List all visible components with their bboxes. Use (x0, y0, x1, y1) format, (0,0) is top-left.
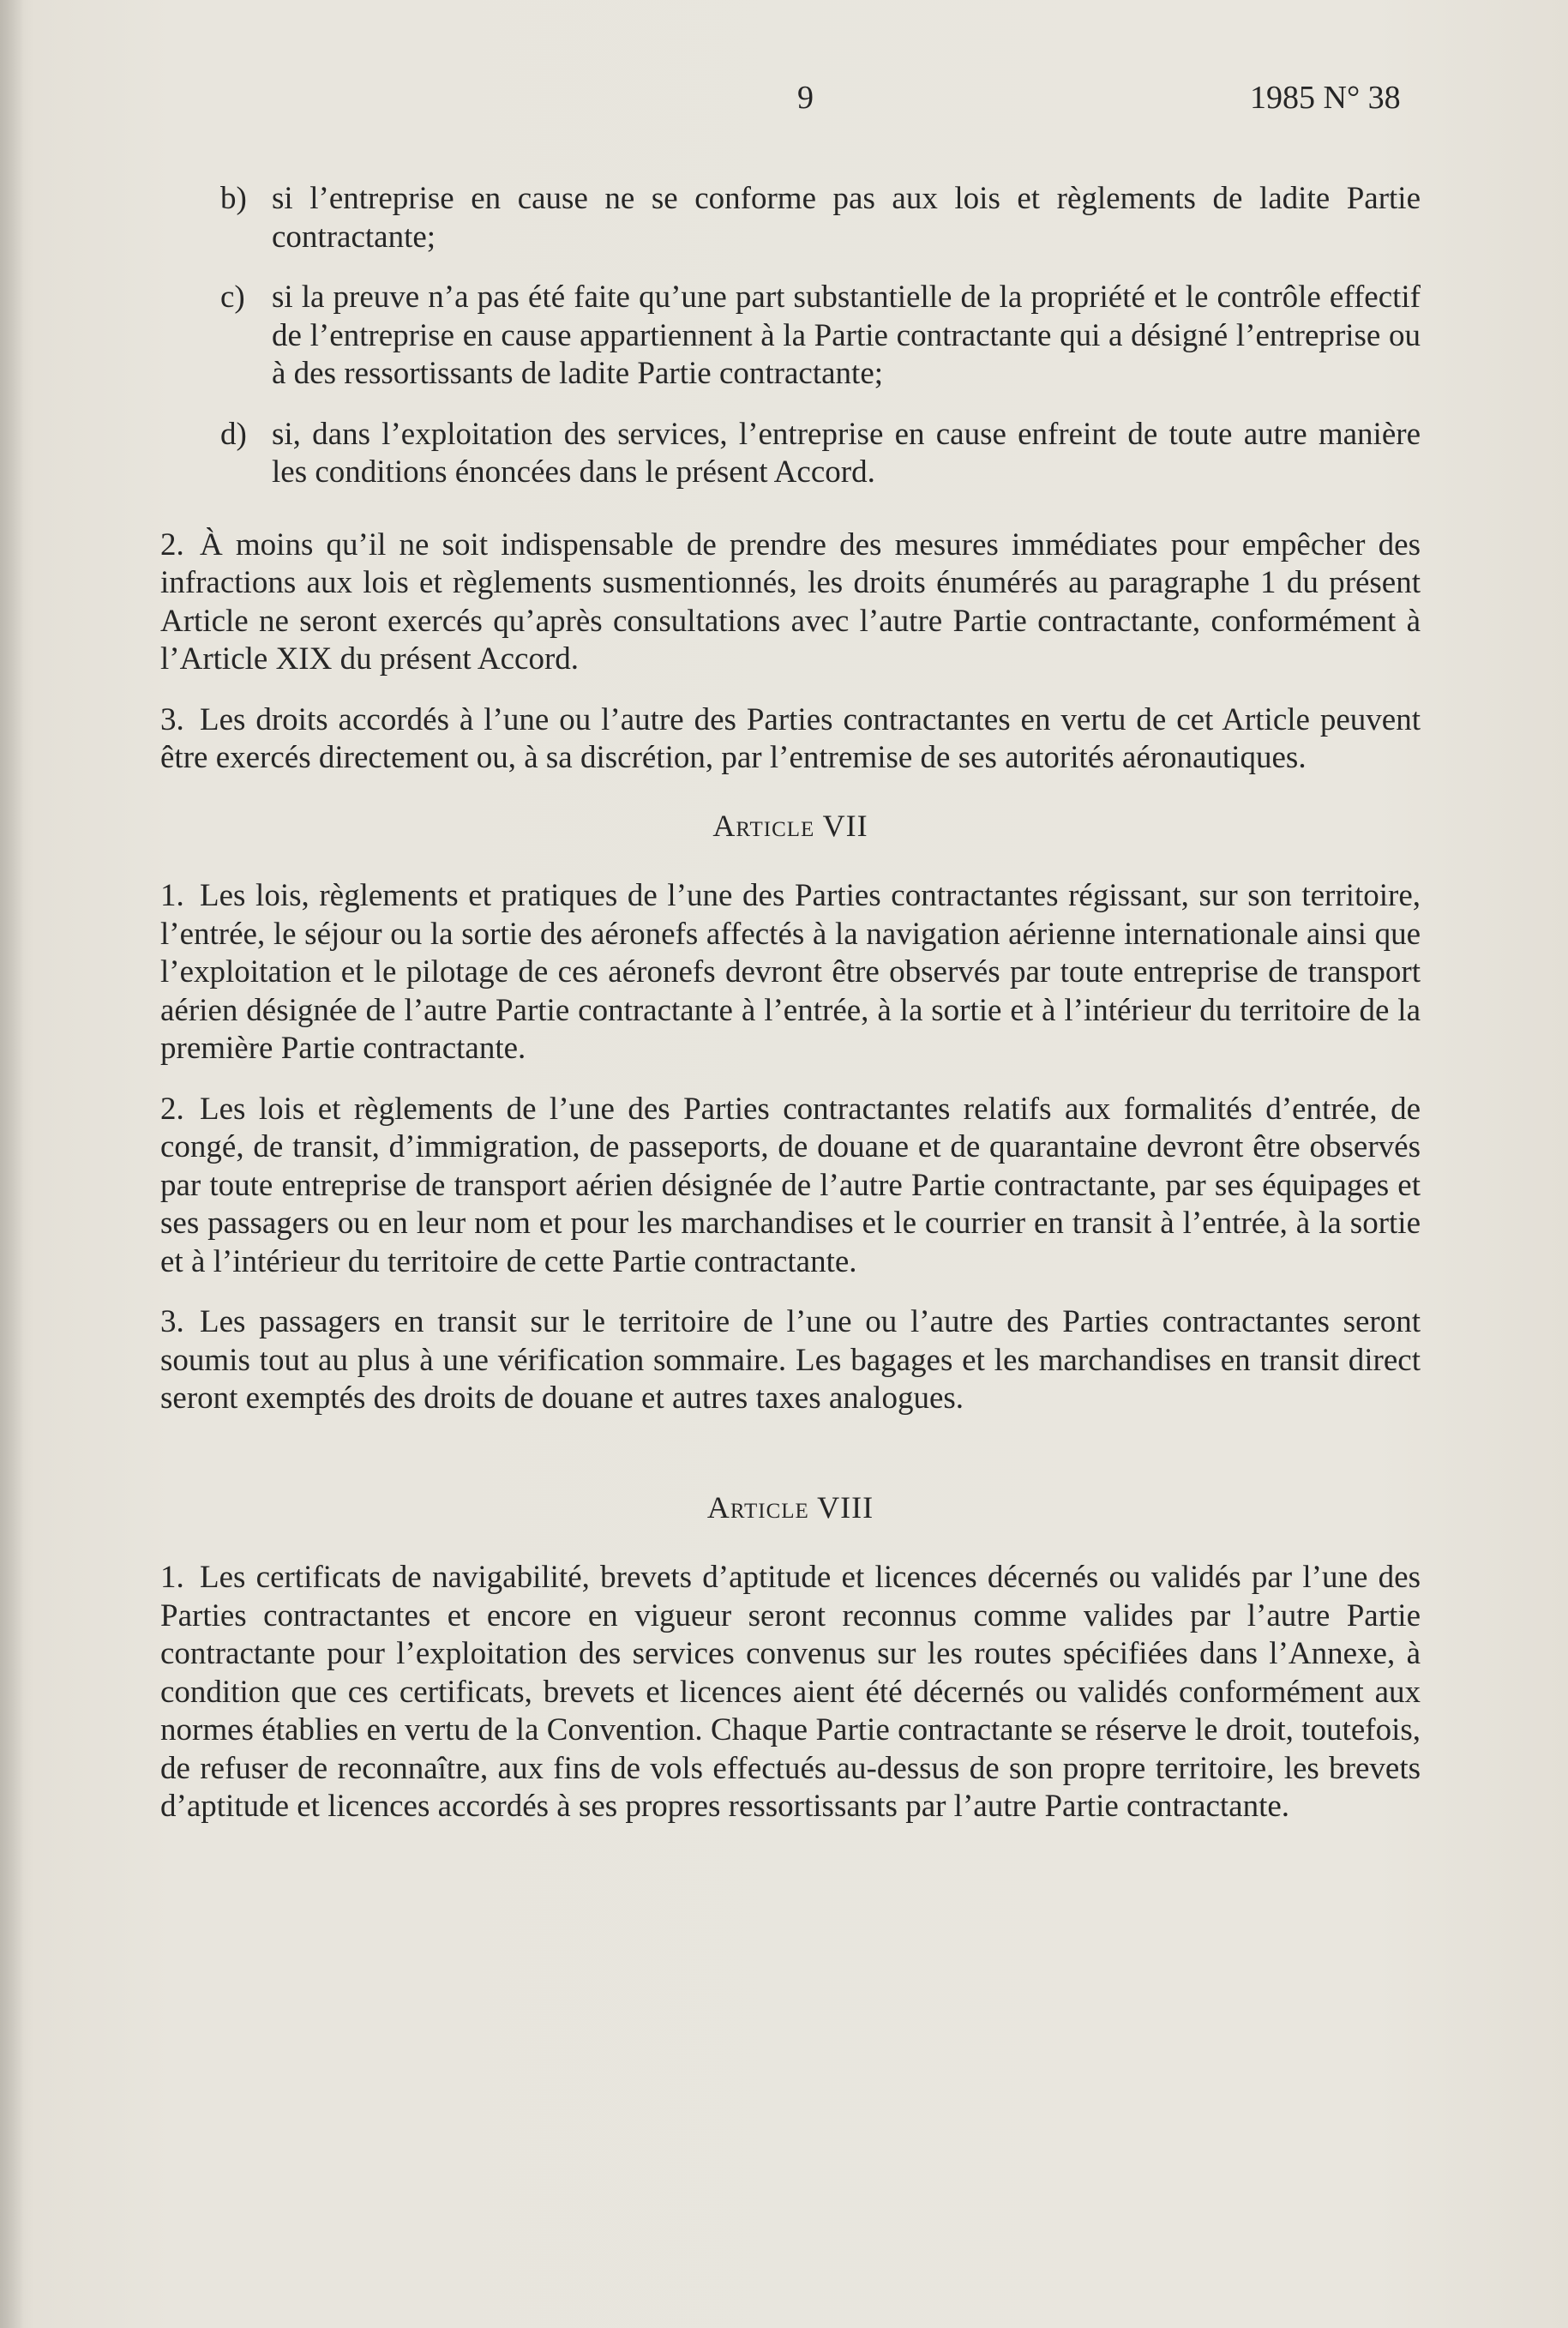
running-header (0, 79, 1568, 122)
list-letter: c) (220, 280, 245, 315)
list-item-b (160, 180, 1421, 256)
article-vii-paragraph-2 (160, 1091, 1421, 1282)
article-vi-paragraph-3 (160, 701, 1421, 778)
paragraph-number: 1. (160, 1560, 184, 1595)
article-vii-paragraph-1 (160, 877, 1421, 1068)
list-item-d (160, 416, 1421, 492)
paragraph-number: 2. (160, 526, 184, 562)
list-text: si, dans l’exploitation des services, l’entreprise en cause enfreint de toute autre manière les conditions énoncées dans le présent Accord. (272, 416, 1421, 490)
year-and-number: 1985 N° 38 (1250, 80, 1401, 116)
paragraph-text: Les lois et règlements de l’une des Parties contractantes relatifs aux formalités d’entrée, de congé, de transit, d’immigration, de passeports, de douane et de quarantaine devront être observés par toute entreprise de transport aérien désignée de l’autre Partie contractante, par ses équipages et ses passagers ou en leur nom et pour les marchandises et le courrier en transit à l’entrée, à la sortie et à l’intérieur du territoire de cette Partie contractante. (160, 1091, 1421, 1279)
article-vii-paragraph-3 (160, 1303, 1421, 1418)
article-vii-heading: Article VII (712, 808, 868, 843)
paragraph-number: 1. (160, 878, 184, 913)
list-letter: d) (220, 416, 247, 452)
article-viii-paragraph-1 (160, 1559, 1421, 1826)
list-item-c (160, 279, 1421, 394)
article-vi-paragraph-2 (160, 526, 1421, 679)
article-viii-heading: Article VIII (706, 1489, 874, 1525)
document-body (160, 180, 1421, 1849)
list-letter: b) (220, 181, 247, 216)
paragraph-text: Les certificats de navigabilité, brevets d’aptitude et licences décernés ou validés par l’une des Parties contractantes et encore en vigueur seront reconnus comme valides par l’autre Partie contractante pour l’exploitation des services convenus sur les routes spécifiées dans l’Annexe, à condition que ces certificats, brevets et licences aient été décernés ou validés conformément aux normes établies en vertu de la Convention. Chaque Partie contractante se réserve le droit, toutefois, de refuser de reconnaître, aux fins de vols effectués au-dessus de son propre territoire, les brevets d’aptitude et licences accordés à ses propres ressortissants par l’autre Partie contractante. (160, 1560, 1421, 1824)
list-text: si la preuve n’a pas été faite qu’une part substantielle de la propriété et le contrôle effectif de l’entreprise en cause appartiennent à la Partie contractante qui a désigné l’entreprise ou à des ressortissants de ladite Partie contractante; (272, 280, 1421, 391)
paragraph-number: 2. (160, 1091, 184, 1127)
paragraph-text: Les lois, règlements et pratiques de l’une des Parties contractantes régissant, sur son territoire, l’entrée, le séjour ou la sortie des aéronefs affectés à la navigation aérienne internationale ainsi que l’exploitation et le pilotage de ces aéronefs devront être observés par toute entreprise de transport aérien désignée de l’autre Partie contractante à l’entrée, à la sortie et à l’intérieur du territoire de la première Partie contractante. (160, 878, 1421, 1066)
paragraph-number: 3. (160, 701, 184, 737)
paragraph-text: À moins qu’il ne soit indispensable de prendre des mesures immédiates pour empêcher des infractions aux lois et règlements susmentionnés, les droits énumérés au paragraphe 1 du présent Article ne seront exercés qu’après consultations avec l’autre Partie contractante, conformément à l’Article XIX du présent Accord. (160, 526, 1421, 677)
page-number: 9 (797, 80, 814, 116)
paragraph-text: Les passagers en transit sur le territoire de l’une ou l’autre des Parties contractantes seront soumis tout au plus à une vérification sommaire. Les bagages et les marchandises en transit direct seront exemptés des droits de douane et autres taxes analogues. (160, 1304, 1421, 1416)
binding-gutter-shadow (0, 0, 24, 2328)
list-text: si l’entreprise en cause ne se conforme pas aux lois et règlements de ladite Partie contractante; (272, 181, 1421, 255)
paragraph-number: 3. (160, 1304, 184, 1339)
paragraph-text: Les droits accordés à l’une ou l’autre des Parties contractantes en vertu de cet Article peuvent être exercés directement ou, à sa discrétion, par l’entremise de ses autorités aéronautiques. (160, 701, 1421, 775)
